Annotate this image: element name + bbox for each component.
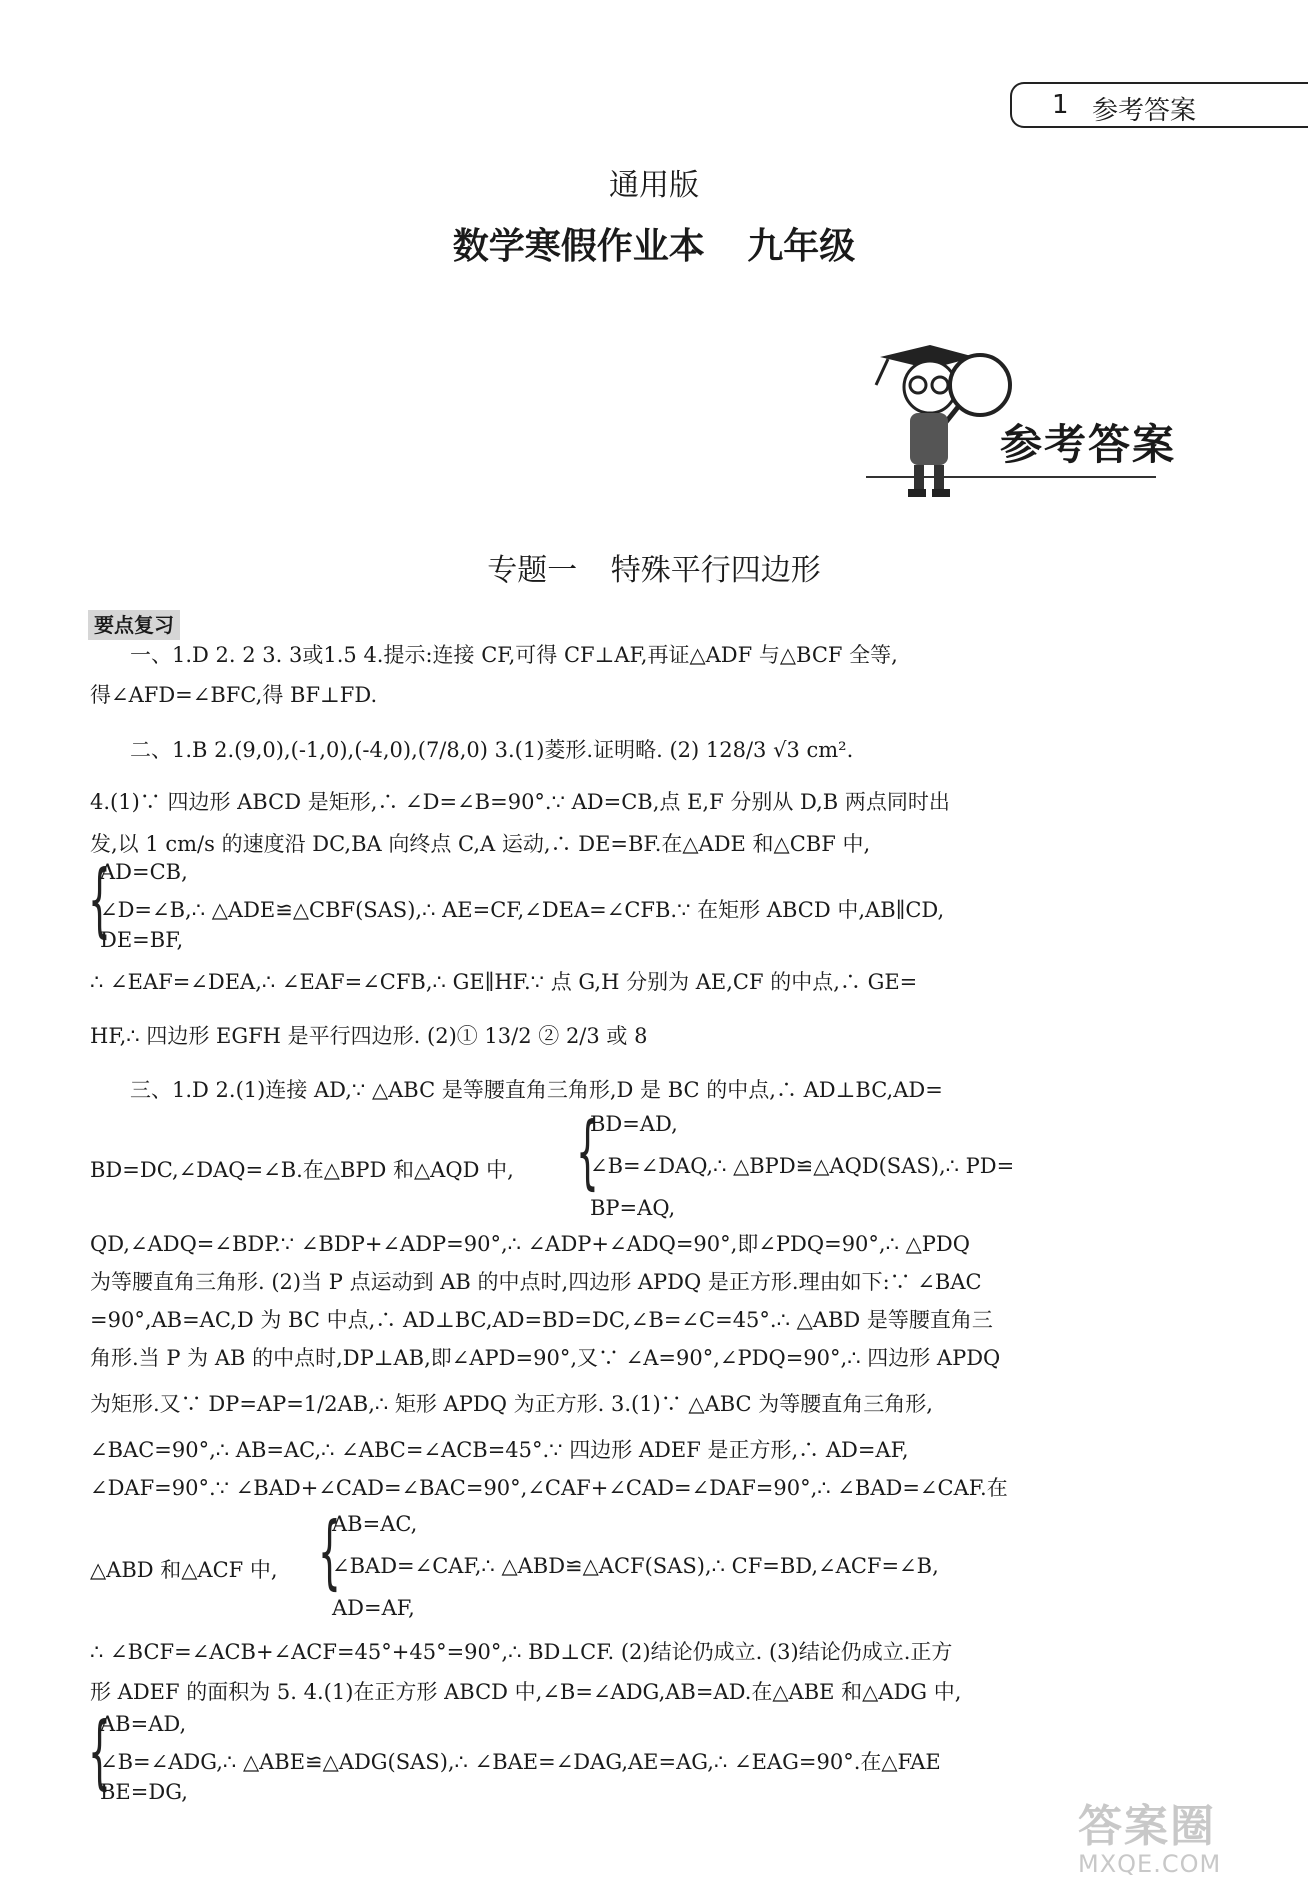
answer-line: 为等腰直角三角形. (2)当 P 点运动到 AB 的中点时,四边形 APDQ 是正方形.理由如下:∵ ∠BAC	[90, 1270, 982, 1294]
site-watermark	[1078, 1790, 1221, 1878]
equation-line: AB=AD,	[100, 1712, 187, 1736]
equation-line: DE=BF,	[100, 928, 184, 952]
equation-line: AD=CB,	[100, 860, 188, 884]
answer-line: 得∠AFD=∠BFC,得 BF⊥FD.	[90, 683, 378, 707]
answer-line: ∴ ∠BCF=∠ACB+∠ACF=45°+45°=90°,∴ BD⊥CF. (2)结论仍成立. (3)结论仍成立.正方	[90, 1640, 953, 1664]
equation-line: AD=AF,	[332, 1596, 415, 1620]
system-brace: {	[88, 853, 111, 946]
equation-line: ∠B=∠DAQ,∴ △BPD≌△AQD(SAS),∴ PD=	[590, 1154, 1015, 1178]
equation-line: ∠B=∠ADG,∴ △ABE≌△ADG(SAS),∴ ∠BAE=∠DAG,AE=AG,∴ ∠EAG=90°.在△FAE	[100, 1750, 941, 1774]
page-header-tab	[1010, 82, 1308, 128]
answers-banner: 参考答案	[1000, 420, 1177, 469]
answer-line: 发,以 1 cm/s 的速度沿 DC,BA 向终点 C,A 运动,∴ DE=BF.在△ADE 和△CBF 中,	[90, 832, 871, 856]
answer-line: 为矩形.又∵ DP=AP=1/2AB,∴ 矩形 APDQ 为正方形. 3.(1)∵ △ABC 为等腰直角三角形,	[90, 1392, 933, 1416]
answer-line: HF,∴ 四边形 EGFH 是平行四边形. (2)① 13/2 ② 2/3 或 8	[90, 1024, 648, 1048]
answer-line: BD=DC,∠DAQ=∠B.在△BPD 和△AQD 中,	[90, 1158, 514, 1182]
answer-line: 三、1.D 2.(1)连接 AD,∵ △ABC 是等腰直角三角形,D 是 BC 的中点,∴ AD⊥BC,AD=	[130, 1078, 943, 1102]
book-title: 数学寒假作业本 九年级	[452, 226, 856, 267]
answer-line: 形 ADEF 的面积为 5. 4.(1)在正方形 ABCD 中,∠B=∠ADG,AB=AD.在△ABE 和△ADG 中,	[90, 1680, 962, 1704]
answer-line: 一、1.D 2. 2 3. 3或1.5 4.提示:连接 CF,可得 CF⊥AF,再证△ADF 与△BCF 全等,	[130, 643, 898, 667]
banner-rule	[866, 476, 1156, 478]
answer-line: ∴ ∠EAF=∠DEA,∴ ∠EAF=∠CFB,∴ GE∥HF.∵ 点 G,H 分别为 AE,CF 的中点,∴ GE=	[90, 970, 918, 994]
equation-line: BD=AD,	[590, 1112, 678, 1136]
answer-line: =90°,AB=AC,D 为 BC 中点,∴ AD⊥BC,AD=BD=DC,∠B=∠C=45°.∴ △ABD 是等腰直角三	[90, 1308, 993, 1332]
header-section-label: 参考答案	[1092, 96, 1197, 126]
section-title: 专题一 特殊平行四边形	[487, 553, 821, 588]
answer-line: 角形.当 P 为 AB 的中点时,DP⊥AB,即∠APD=90°,又∵ ∠A=90°,∠PDQ=90°,∴ 四边形 APDQ	[90, 1346, 1001, 1370]
equation-line: BP=AQ,	[590, 1196, 676, 1220]
answer-line: QD,∠ADQ=∠BDP.∵ ∠BDP+∠ADP=90°,∴ ∠ADP+∠ADQ=90°,即∠PDQ=90°,∴ △PDQ	[90, 1232, 970, 1256]
watermark-url: MXQE.COM	[1078, 1850, 1222, 1878]
answer-line: ∠BAC=90°,∴ AB=AC,∴ ∠ABC=∠ACB=45°.∵ 四边形 ADEF 是正方形,∴ AD=AF,	[90, 1438, 909, 1462]
equation-line: ∠D=∠B,∴ △ADE≌△CBF(SAS),∴ AE=CF,∠DEA=∠CFB.∵ 在矩形 ABCD 中,AB∥CD,	[100, 898, 945, 922]
system-brace: {	[88, 1705, 111, 1798]
system-brace: {	[318, 1505, 341, 1598]
watermark-logo-text: 答案圈	[1078, 1801, 1216, 1852]
answer-line: 二、1.B 2.(9,0),(-1,0),(-4,0),(7/8,0) 3.(1)菱形.证明略. (2) 128/3 √3 cm².	[130, 738, 854, 762]
edition-label: 通用版	[609, 168, 699, 203]
system-brace: {	[576, 1105, 599, 1198]
answer-line: 4.(1)∵ 四边形 ABCD 是矩形,∴ ∠D=∠B=90°.∵ AD=CB,点 E,F 分别从 D,B 两点同时出	[90, 790, 950, 814]
answer-line: ∠DAF=90°.∵ ∠BAD+∠CAD=∠BAC=90°,∠CAF+∠CAD=∠DAF=90°,∴ ∠BAD=∠CAF.在	[90, 1476, 1008, 1500]
equation-line: AB=AC,	[332, 1512, 418, 1536]
review-label: 要点复习	[88, 610, 180, 640]
equation-line: BE=DG,	[100, 1780, 188, 1804]
answer-line: △ABD 和△ACF 中,	[90, 1558, 278, 1582]
page-number: 1	[1052, 90, 1069, 120]
equation-line: ∠BAD=∠CAF,∴ △ABD≌△ACF(SAS),∴ CF=BD,∠ACF=∠B,	[332, 1554, 939, 1578]
